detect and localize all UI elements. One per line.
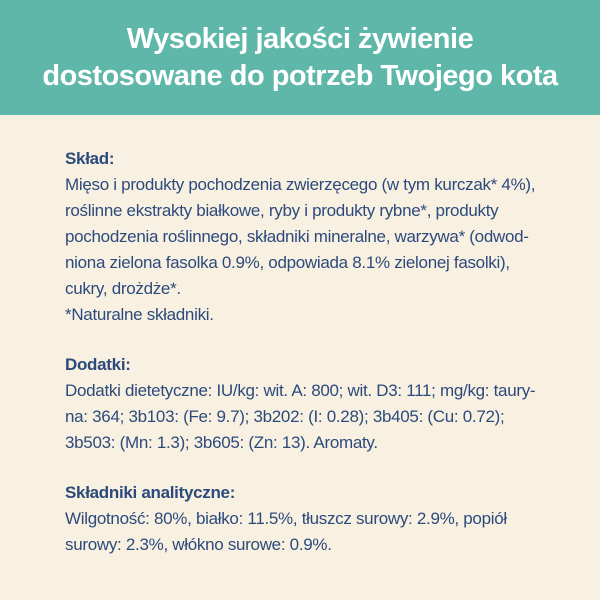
header-banner: [0, 0, 600, 115]
section-ingredients: [65, 146, 565, 328]
section-additives: [65, 352, 565, 456]
ingredients-text-line-1: Mięso i produkty pochodzenia zwierzęcego (w tym kurczak* 4%),: [65, 175, 536, 194]
ingredients-text-line-4: niona zielona fasolka 0.9%, odpowiada 8.1% zielonej fasolki),: [65, 253, 510, 272]
page-title-line-2: dostosowane do potrzeb Twojego kota: [42, 59, 558, 92]
analytical-text-line-1: Wilgotność: 80%, białko: 11.5%, tłuszcz surowy: 2.9%, popiół: [65, 509, 507, 528]
section-additives-heading: Dodatki:: [65, 355, 131, 374]
section-analytical-constituents: [65, 480, 565, 558]
ingredients-text-line-3: pochodzenia roślinnego, składniki mineralne, warzywa* (odwod-: [65, 227, 529, 246]
ingredients-footnote: *Naturalne składniki.: [65, 305, 214, 324]
ingredients-text-line-5: cukry, drożdże*.: [65, 279, 181, 298]
section-analytical-heading: Składniki analityczne:: [65, 483, 236, 502]
analytical-text-line-2: surowy: 2.3%, włókno surowe: 0.9%.: [65, 535, 332, 554]
additives-text-line-1: Dodatki dietetyczne: IU/kg: wit. A: 800; wit. D3: 111; mg/kg: taury-: [65, 381, 536, 400]
page-title: [42, 21, 557, 95]
section-ingredients-heading: Skład:: [65, 149, 115, 168]
product-details-panel: [0, 115, 600, 558]
additives-text-line-3: 3b503: (Mn: 1.3); 3b605: (Zn: 13). Aromaty.: [65, 433, 378, 452]
ingredients-text-line-2: roślinne ekstrakty białkowe, ryby i produkty rybne*, produkty: [65, 201, 499, 220]
page-title-line-1: Wysokiej jakości żywienie: [126, 22, 474, 55]
additives-text-line-2: na: 364; 3b103: (Fe: 9.7); 3b202: (I: 0.28); 3b405: (Cu: 0.72);: [65, 407, 505, 426]
